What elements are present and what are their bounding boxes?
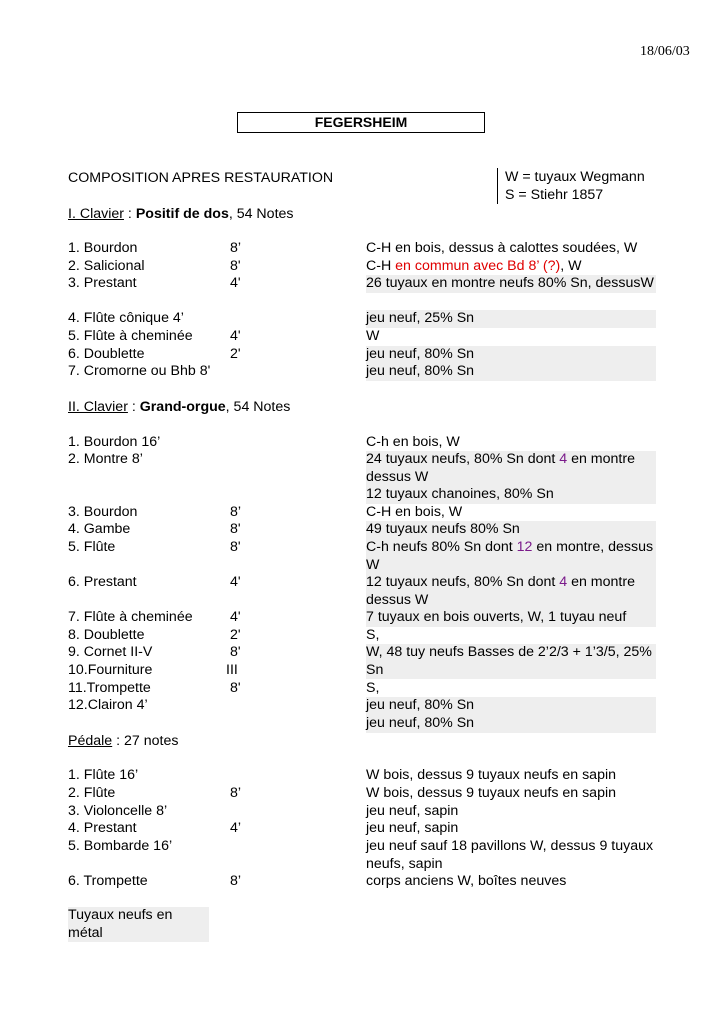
- stop-pitch: 8’: [230, 785, 242, 801]
- stop-name: 10.Fourniture: [68, 662, 153, 678]
- stop-desc: C-H en bois, dessus à calottes soudées, W: [366, 240, 638, 256]
- stop-name: 4. Flûte cônique 4’: [68, 310, 184, 326]
- stop-desc: 12 tuyaux neufs, 80% Sn dont 4 en montre dessus W: [366, 574, 656, 609]
- stop-desc: jeu neuf sauf 18 pavillons W, dessus 9 tuyaux neufs, sapin: [366, 838, 654, 872]
- stop-desc: jeu neuf, 80% Sn: [366, 363, 656, 381]
- legend-stiehr: S = Stiehr 1857: [505, 187, 604, 203]
- stop-name: 2. Montre 8’: [68, 451, 143, 467]
- positif-heading: [68, 206, 294, 224]
- stop-name: 4. Gambe: [68, 521, 131, 537]
- stop-desc: W, 48 tuy neufs Basses de 2’2/3 + 1’3/5, 25% Sn: [366, 644, 656, 679]
- stop-pitch: 4': [230, 574, 241, 590]
- section-heading: COMPOSITION APRES RESTAURATION: [68, 170, 334, 186]
- stop-desc: 12 tuyaux chanoines, 80% Sn: [366, 486, 656, 504]
- stop-pitch: 4': [230, 328, 241, 344]
- stop-pitch: 8’: [230, 504, 242, 520]
- stop-pitch: 4': [230, 275, 241, 291]
- stop-pitch: 8’: [230, 873, 242, 889]
- positif-notes: , 54 Notes: [228, 206, 294, 222]
- stop-desc: S,: [366, 627, 380, 643]
- stop-desc: S,: [366, 680, 380, 696]
- stop-name: 8. Doublette: [68, 627, 145, 643]
- positif-label: I. Clavier: [68, 206, 124, 222]
- footer-note: Tuyaux neufs en métal: [68, 907, 209, 942]
- purple-count: 4: [559, 451, 568, 467]
- stop-name: 4. Prestant: [68, 820, 137, 836]
- positif-name: Positif de dos: [135, 206, 229, 222]
- stop-pitch: 4’: [230, 820, 242, 836]
- stop-desc: C-H en commun avec Bd 8’ (?), W: [366, 258, 582, 274]
- stop-name: 6. Trompette: [68, 873, 148, 889]
- stop-desc: 24 tuyaux neufs, 80% Sn dont 4 en montre dessus W: [366, 451, 656, 486]
- purple-count: 12: [516, 539, 533, 555]
- pedale-notes: : 27 notes: [112, 733, 179, 749]
- stop-name: 5. Flûte à cheminée: [68, 328, 193, 344]
- stop-desc: W bois, dessus 9 tuyaux neufs en sapin: [366, 767, 616, 783]
- stop-name: 6. Doublette: [68, 346, 145, 362]
- stop-name: 9. Cornet II-V: [68, 644, 153, 660]
- stop-name: 1. Bourdon 16’: [68, 434, 161, 450]
- stop-name: 5. Flûte: [68, 539, 116, 555]
- stop-name: 1. Bourdon: [68, 240, 138, 256]
- stop-pitch: III: [226, 662, 238, 678]
- grandorgue-notes: , 54 Notes: [225, 399, 291, 415]
- stop-desc: jeu neuf, 80% Sn: [366, 346, 656, 364]
- purple-count: 4: [559, 574, 568, 590]
- grandorgue-sep: :: [127, 399, 140, 415]
- stop-name: 3. Violoncelle 8’: [68, 803, 168, 819]
- stop-name: 2. Salicional: [68, 258, 145, 274]
- stop-name: 5. Bombarde 16’: [68, 838, 173, 854]
- stop-name: 1. Flûte 16’: [68, 767, 139, 783]
- stop-pitch: 8’: [230, 240, 242, 256]
- stop-desc: W: [366, 328, 380, 344]
- document-title: FEGERSHEIM: [237, 112, 485, 133]
- stop-desc: jeu neuf, 25% Sn: [366, 310, 656, 328]
- stop-pitch: 4': [230, 609, 241, 625]
- pedale-label: Pédale: [68, 733, 113, 749]
- stop-name: 3. Bourdon: [68, 504, 138, 520]
- stop-name: 12.Clairon 4’: [68, 697, 148, 713]
- stop-desc: jeu neuf, sapin: [366, 820, 459, 836]
- stop-name: 2. Flûte: [68, 785, 116, 801]
- stop-name: 7. Flûte à cheminée: [68, 609, 193, 625]
- stop-pitch: 8': [230, 680, 241, 696]
- stop-name: 3. Prestant: [68, 275, 137, 291]
- grandorgue-heading: [68, 399, 290, 417]
- stop-name: 11.Trompette: [68, 680, 151, 696]
- stop-pitch: 8': [230, 521, 241, 537]
- pedale-heading: [68, 733, 178, 751]
- red-note: en commun avec Bd 8’ (?): [395, 258, 561, 274]
- legend: [497, 168, 645, 204]
- stop-desc: C-H en bois, W: [366, 504, 463, 520]
- stop-desc: jeu neuf, 80% Sn: [366, 715, 656, 733]
- stop-pitch: 8': [230, 258, 241, 274]
- grandorgue-name: Grand-orgue: [139, 399, 226, 415]
- stop-desc: jeu neuf, sapin: [366, 803, 459, 819]
- stop-pitch: 8': [230, 644, 241, 660]
- stop-pitch: 8': [230, 539, 241, 555]
- positif-sep: :: [123, 206, 136, 222]
- stop-desc: corps anciens W, boîtes neuves: [366, 873, 567, 889]
- grandorgue-label: II. Clavier: [68, 399, 128, 415]
- stop-desc: C-h en bois, W: [366, 434, 460, 450]
- stop-pitch: 2': [230, 627, 241, 643]
- stop-desc: jeu neuf, 80% Sn: [366, 697, 656, 715]
- stop-pitch: 2': [230, 346, 241, 362]
- stop-desc: 49 tuyaux neufs 80% Sn: [366, 521, 656, 539]
- stop-name: 6. Prestant: [68, 574, 137, 590]
- legend-wegmann: W = tuyaux Wegmann: [505, 169, 645, 185]
- stop-desc: 26 tuyaux en montre neufs 80% Sn, dessusW: [366, 275, 656, 293]
- stop-desc: C-h neufs 80% Sn dont 12 en montre, dessus W: [366, 539, 656, 574]
- stop-desc: 7 tuyaux en bois ouverts, W, 1 tuyau neuf: [366, 609, 656, 627]
- document-date: 18/06/03: [640, 44, 690, 59]
- stop-name: 7. Cromorne ou Bhb 8': [68, 363, 211, 379]
- stop-desc: W bois, dessus 9 tuyaux neufs en sapin: [366, 785, 616, 801]
